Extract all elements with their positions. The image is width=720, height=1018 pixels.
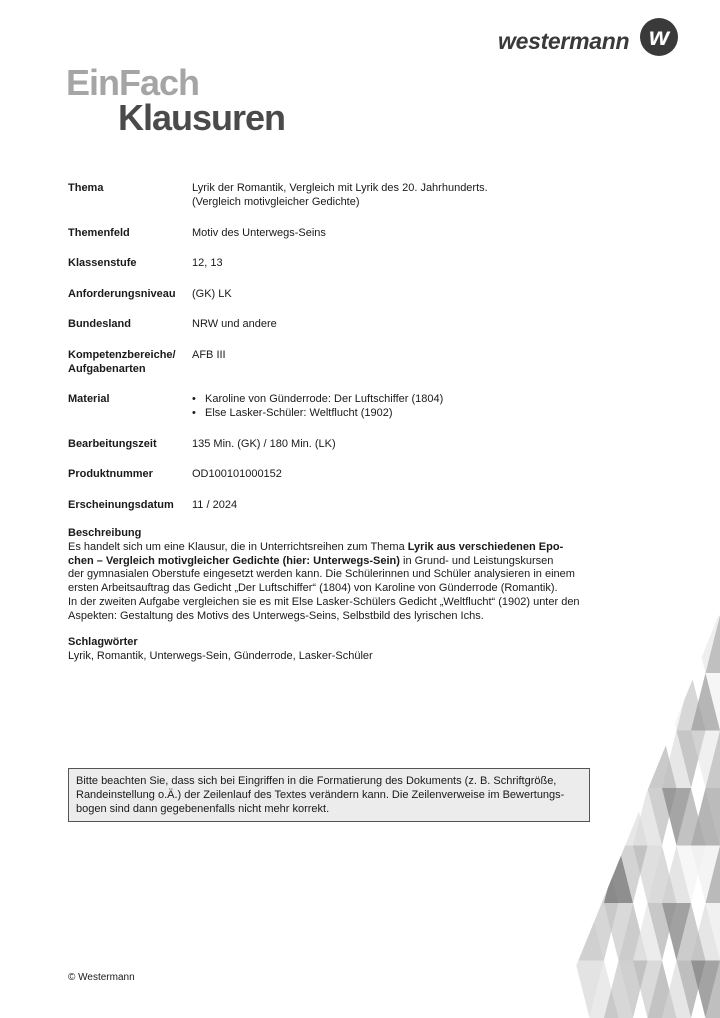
decorative-triangle bbox=[575, 788, 604, 846]
label-erscheinungsdatum: Erscheinungsdatum bbox=[68, 498, 174, 511]
brand-logo-icon: w bbox=[640, 18, 678, 56]
decorative-triangle bbox=[590, 731, 619, 789]
value-klassenstufe: 12, 13 bbox=[192, 257, 223, 269]
label-themenfeld: Themenfeld bbox=[68, 226, 130, 239]
series-title-line2: Klausuren bbox=[118, 97, 286, 138]
value-anforderungsniveau: (GK) LK bbox=[192, 287, 232, 300]
decorative-triangle bbox=[648, 616, 677, 674]
label-material: Material bbox=[68, 393, 110, 405]
label-bundesland: Bundesland bbox=[68, 318, 131, 330]
beschreibung-text: in Grund- und Leistungskursen bbox=[399, 554, 554, 567]
brand-wordmark: westermann bbox=[498, 28, 630, 54]
decorative-triangle bbox=[590, 616, 619, 674]
decorative-triangle bbox=[604, 731, 633, 789]
label-thema: Thema bbox=[68, 182, 104, 194]
decorative-triangle bbox=[619, 673, 648, 731]
decorative-triangle bbox=[590, 673, 619, 731]
label-bearbeitungszeit: Bearbeitungszeit bbox=[68, 437, 157, 450]
beschreibung-heading: Beschreibung bbox=[68, 527, 142, 539]
schlagwoerter-heading: Schlagwörter bbox=[68, 636, 138, 648]
decorative-triangle bbox=[575, 846, 604, 904]
decorative-triangle bbox=[575, 731, 604, 789]
value-thema-line2: (Vergleich motivgleicher Gedichte) bbox=[192, 196, 360, 208]
value-bearbeitungszeit: 135 Min. (GK) / 180 Min. (LK) bbox=[192, 437, 336, 450]
notice-line: Randeinstellung o.Ä.) der Zeilenlauf des Textes verändern kann. Die Zeilenverweise im Bewertungs- bbox=[76, 789, 565, 801]
notice-line: Bitte beachten Sie, dass sich bei Eingriffen in die Formatierung des Dokuments (z. B. Schriftgröße, bbox=[76, 775, 557, 787]
schlagwoerter-text: Lyrik, Romantik, Unterwegs-Sein, Günderrode, Lasker-Schüler bbox=[68, 649, 373, 662]
decorative-triangle bbox=[604, 616, 633, 674]
decorative-triangle bbox=[575, 673, 604, 731]
decorative-triangle bbox=[677, 616, 706, 674]
label-produktnummer: Produktnummer bbox=[68, 468, 153, 480]
beschreibung-line: Aspekten: Gestaltung des Motivs des Unterwegs-Seins, Selbstbild des lyrischen Ichs. bbox=[68, 609, 484, 622]
beschreibung-bold: chen – Vergleich motivgleicher Gedichte (hier: Unterwegs-Sein) bbox=[68, 554, 400, 567]
value-bundesland: NRW und andere bbox=[192, 318, 277, 330]
decorative-triangle bbox=[633, 673, 662, 731]
value-thema-line1: Lyrik der Romantik, Vergleich mit Lyrik des 20. Jahrhunderts. bbox=[192, 182, 488, 194]
label-klassenstufe: Klassenstufe bbox=[68, 257, 137, 269]
decorative-triangle bbox=[619, 616, 648, 674]
beschreibung-line: In der zweiten Aufgabe vergleichen sie es mit Else Lasker-Schülers Gedicht „Weltflucht“ (1902) unter den bbox=[68, 595, 580, 608]
label-kompetenzbereiche-line1: Kompetenzbereiche/ bbox=[68, 348, 176, 361]
value-kompetenzbereiche: AFB III bbox=[192, 348, 226, 361]
value-produktnummer: OD100101000152 bbox=[192, 468, 282, 480]
material-item: • Karoline von Günderrode: Der Luftschiffer (1804) bbox=[192, 392, 588, 406]
beschreibung-text: Es handelt sich um eine Klausur, die in Unterrichtsreihen zum Thema bbox=[68, 540, 408, 553]
decorative-triangle bbox=[575, 616, 604, 674]
decorative-triangle bbox=[648, 673, 677, 731]
decorative-triangle bbox=[633, 616, 662, 674]
decorative-triangle bbox=[590, 788, 619, 846]
decorative-triangle bbox=[662, 616, 691, 674]
notice-line: bogen sind dann gegebenenfalls nicht mehr korrekt. bbox=[76, 803, 330, 815]
series-title-line1: EinFach bbox=[66, 62, 200, 103]
beschreibung-line: ersten Arbeitsauftrag das Gedicht „Der Luftschiffer“ (1804) von Karoline von Günderrode (Romantik). bbox=[68, 582, 558, 595]
beschreibung-line: der gymnasialen Oberstufe eingesetzt werden kann. Die Schülerinnen und Schüler analysieren in einem bbox=[68, 568, 575, 581]
copyright: © Westermann bbox=[68, 972, 135, 983]
decorative-triangle bbox=[619, 731, 648, 789]
label-kompetenzbereiche-line2: Aufgabenarten bbox=[68, 362, 146, 375]
value-erscheinungsdatum: 11 / 2024 bbox=[192, 498, 238, 511]
beschreibung-bold: Lyrik aus verschiedenen Epo- bbox=[407, 540, 564, 553]
label-anforderungsniveau: Anforderungsniveau bbox=[68, 287, 176, 300]
decorative-triangle bbox=[604, 673, 633, 731]
value-themenfeld: Motiv des Unterwegs-Seins bbox=[192, 226, 326, 239]
material-item: • Else Lasker-Schüler: Weltflucht (1902) bbox=[192, 406, 588, 420]
